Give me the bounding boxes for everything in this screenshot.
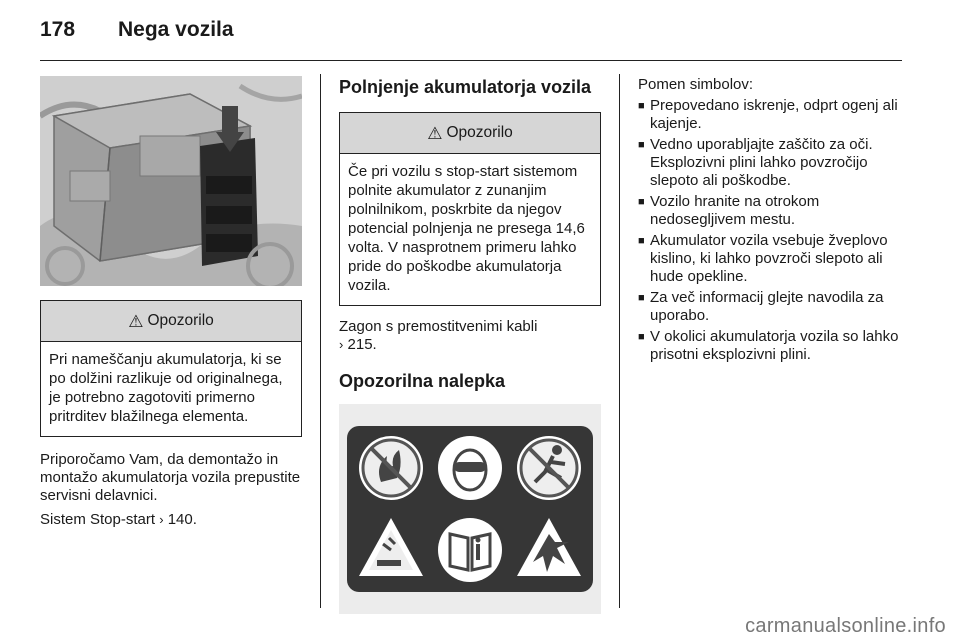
legend-title: Pomen simbolov:: [638, 76, 754, 93]
cross-reference-text: Sistem Stop-start: [40, 511, 160, 528]
warning-label: Opozorilo: [147, 312, 214, 329]
list-item-text: V okolici akumulatorja vozila so lahko prisotni eksplozivni plini.: [650, 328, 899, 363]
column-3: [638, 76, 904, 367]
section-heading: Polnjenje akumulatorja vozila: [339, 77, 592, 97]
list-item: [638, 328, 904, 364]
sticker-symbols: [347, 426, 593, 592]
list-item: [638, 193, 904, 229]
watermark[interactable]: carmanualsonline.info: [745, 615, 946, 637]
no-fire-icon: [359, 436, 423, 500]
page-title: Nega vozila: [118, 18, 234, 41]
warning-triangle-icon: ⚠: [128, 311, 144, 331]
battery-photo-illustration: [40, 76, 302, 286]
page-header: [40, 18, 920, 48]
warning-sticker: [347, 426, 593, 592]
warning-text: Če pri vozilu s stop-start sistemom polnite akumulator z zunanjim polnilnikom, poskrbite da njegov potencial polnjenja ne presega 14,6 volta. V nasprotnem primeru lahko pride do poškodbe akumulatorja vozila.: [348, 163, 585, 294]
warning-header: [41, 301, 301, 342]
cross-reference-text: Zagon s premostitvenimi kabli: [339, 318, 538, 335]
bullet-icon: ■: [638, 235, 645, 247]
cross-reference: [40, 511, 302, 529]
bullet-icon: ■: [638, 100, 645, 112]
paragraph: Priporočamo Vam, da demontažo in montažo akumulatorja vozila prepustite servisni delavnici.: [40, 451, 301, 504]
bullet-icon: ■: [638, 292, 645, 304]
warning-sticker-figure: [339, 404, 601, 614]
column-1: [40, 76, 302, 529]
page-reference[interactable]: 140.: [167, 511, 197, 528]
bullet-icon: ■: [638, 331, 645, 343]
warning-box: [40, 300, 302, 437]
list-item-text: Prepovedano iskrenje, odprt ogenj ali kajenje.: [650, 97, 898, 132]
section-heading: Opozorilna nalepka: [339, 371, 506, 391]
bullet-icon: ■: [638, 196, 645, 208]
warning-triangle-icon: ⚠: [427, 123, 443, 143]
keep-children-away-icon: [517, 436, 581, 500]
list-item-text: Za več informacij glejte navodila za uporabo.: [650, 289, 884, 324]
page-number: 178: [40, 18, 76, 41]
cross-reference: [339, 318, 601, 354]
read-manual-icon: [438, 518, 502, 582]
column-divider: [619, 74, 620, 608]
column-2: [339, 76, 601, 614]
explosion-hazard-icon: [517, 518, 581, 576]
symbol-legend: [638, 97, 904, 364]
header-rule: [40, 60, 902, 61]
list-item: [638, 289, 904, 325]
page-reference[interactable]: 215.: [347, 336, 377, 353]
reference-arrow-icon: ›: [339, 337, 344, 352]
list-item: [638, 232, 904, 286]
warning-box: [339, 112, 601, 306]
bullet-icon: ■: [638, 139, 645, 151]
list-item-text: Vedno uporabljajte zaščito za oči. Eksplozivni plini lahko povzročijo slepoto ali poškodbe.: [650, 136, 873, 189]
list-item: [638, 97, 904, 133]
eye-protection-icon: [438, 436, 502, 500]
reference-arrow-icon: ›: [159, 512, 164, 527]
battery-photo: [40, 76, 302, 286]
list-item-text: Akumulator vozila vsebuje žveplovo kislino, ki lahko povzroči slepoto ali hude opekline.: [650, 232, 888, 285]
acid-hazard-icon: [359, 518, 423, 576]
warning-header: [340, 113, 600, 154]
list-item-text: Vozilo hranite na otrokom nedosegljivem mestu.: [650, 193, 820, 228]
warning-label: Opozorilo: [446, 124, 513, 141]
list-item: [638, 136, 904, 190]
warning-text: Pri nameščanju akumulatorja, ki se po dolžini razlikuje od originalnega, je potrebno zagotoviti primerno pritrditev blažilnega elementa.: [49, 351, 283, 425]
column-divider: [320, 74, 321, 608]
